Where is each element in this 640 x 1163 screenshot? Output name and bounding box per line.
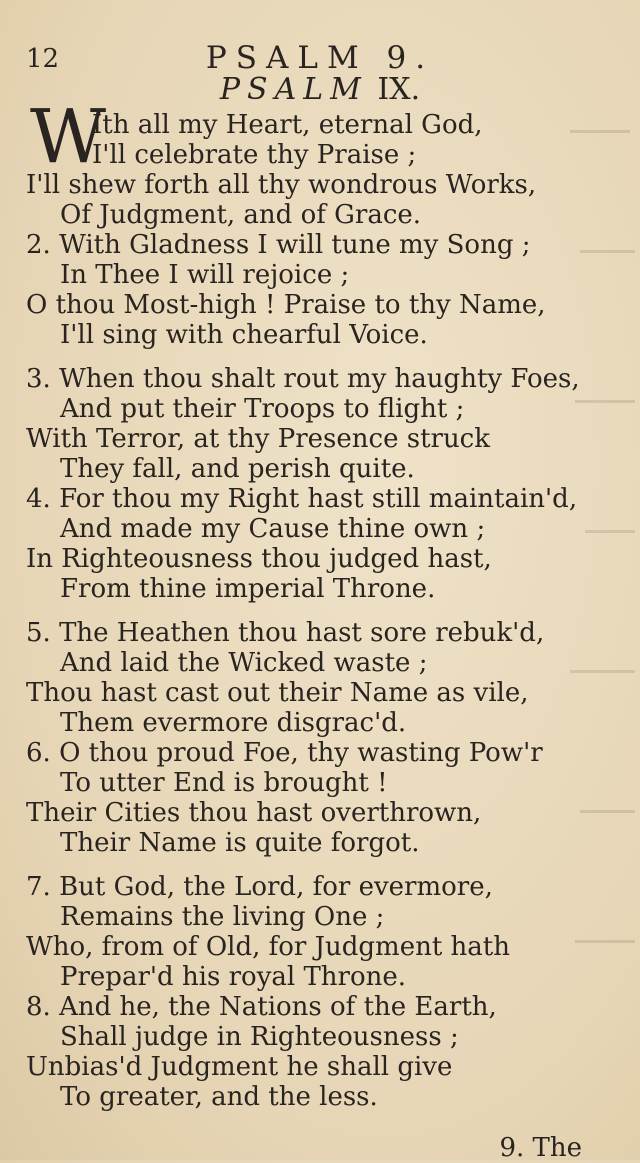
verse-line: Shall judge in Righteousness ; (60, 1022, 459, 1052)
psalm-word: PSALM (219, 72, 368, 107)
page-number: 12 (26, 44, 60, 74)
verse-line: 4. For thou my Right hast still maintain'd, (26, 484, 578, 514)
verse-line: Prepar'd his royal Throne. (60, 962, 407, 992)
verse-line: 3. When thou shalt rout my haughty Foes, (26, 364, 580, 394)
verse-line: I'll shew forth all thy wondrous Works, (26, 170, 537, 200)
verse-line: In Thee I will rejoice ; (60, 260, 350, 290)
verse-line: Who, from of Old, for Judgment hath (26, 932, 510, 962)
verse-line: Ith all my Heart, eternal God, (92, 110, 483, 140)
show-through-texture (530, 110, 640, 1070)
verse-line: I'll sing with chearful Voice. (60, 320, 428, 350)
verse-line: To greater, and the less. (60, 1082, 378, 1112)
verse-line: Unbias'd Judgment he shall give (26, 1052, 453, 1082)
verse-line: From thine imperial Throne. (60, 574, 436, 604)
verse-line: Remains the living One ; (60, 902, 385, 932)
verse-line: I'll celebrate thy Praise ; (92, 140, 417, 170)
verse-line: 5. The Heathen thou hast sore rebuk'd, (26, 618, 545, 648)
verse-line: 6. O thou proud Foe, thy wasting Pow'r (26, 738, 543, 768)
verse-line: 8. And he, the Nations of the Earth, (26, 992, 497, 1022)
verse-line: Their Name is quite forgot. (60, 828, 420, 858)
verse-line: 2. With Gladness I will tune my Song ; (26, 230, 531, 260)
running-title: PSALM 9. (205, 40, 435, 76)
verse-line: Thou hast cast out their Name as vile, (26, 678, 529, 708)
verse-line: And put their Troops to flight ; (60, 394, 465, 424)
verse-line: 7. But God, the Lord, for evermore, (26, 872, 493, 902)
verse-line: Them evermore disgrac'd. (60, 708, 407, 738)
drop-cap: W (30, 94, 107, 180)
verse-line: Their Cities thou hast overthrown, (26, 798, 482, 828)
verse-line: To utter End is brought ! (60, 768, 388, 798)
psalm-numeral: IX. (377, 72, 421, 107)
catchword: 9. The (499, 1133, 582, 1163)
verse-line: With Terror, at thy Presence struck (26, 424, 491, 454)
verse-line: In Righteousness thou judged hast, (26, 544, 492, 574)
verse-line: They fall, and perish quite. (60, 454, 415, 484)
verse-line: And made my Cause thine own ; (60, 514, 486, 544)
verse-line: O thou Most-high ! Praise to thy Name, (26, 290, 546, 320)
verse-line: And laid the Wicked waste ; (60, 648, 428, 678)
verse-line: Of Judgment, and of Grace. (60, 200, 422, 230)
